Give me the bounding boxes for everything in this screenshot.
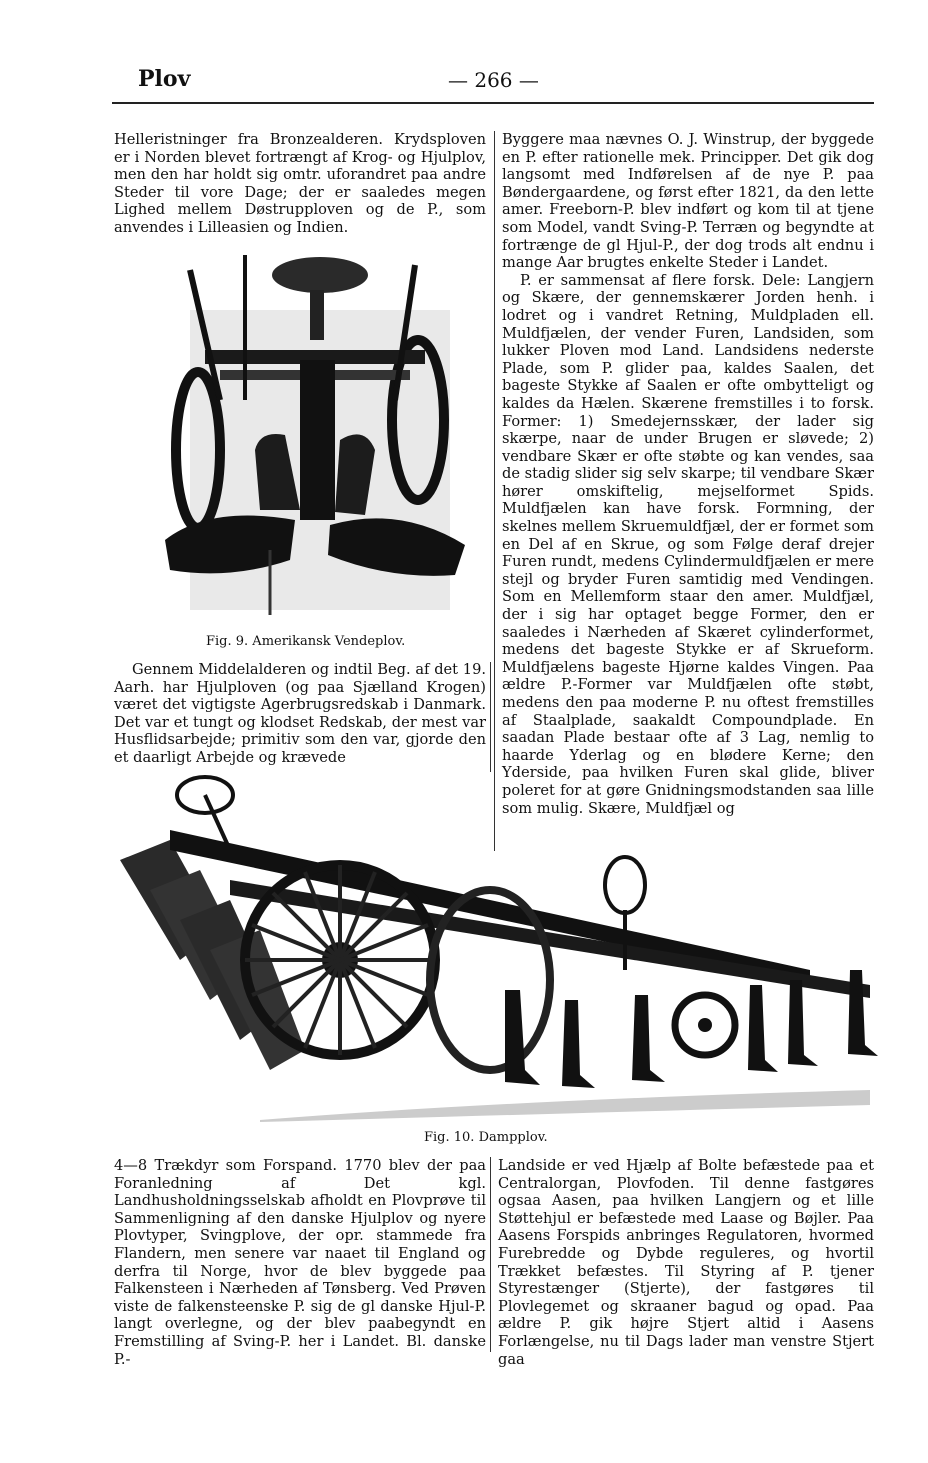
column-divider-left-mid xyxy=(490,662,491,772)
paragraph: Helleristninger fra Bronzealderen. Krydsploven er i Norden blevet fortrængt af Krog- og Hjulplov, men den har holdt sig omtr. uforandret paa andre Steder til vore Dage; der er saaledes megen Lighed mellem Døstrupploven og de P., som anvendes i Lilleasien og Indien. xyxy=(114,131,486,236)
left-column-middle xyxy=(114,661,486,767)
column-divider-top xyxy=(494,131,495,851)
left-column-top xyxy=(114,131,486,237)
paragraph: Byggere maa nævnes O. J. Winstrup, der byggede en P. efter rationelle mek. Principper. Det gik dog langsomt med Indførelsen af de nye P. paa Bøndergaardene, og først efter 1821, da den lette amer. Freeborn-P. blev indført og kom til at tjene som Model, vandt Sving-P. Terræn og begyndte at fortrænge de gl Hjul-P., der dog trods alt endnu i mange Aar brugtes enkelte Steder i Landet. xyxy=(502,131,874,272)
page-number: — 266 — xyxy=(448,68,539,92)
left-column-bottom xyxy=(114,1157,486,1368)
figure-9-image xyxy=(150,250,480,625)
headword: Plov xyxy=(138,66,191,92)
paragraph: Landside er ved Hjælp af Bolte befæstede paa et Centralorgan, Plovfoden. Til denne fastgøres ogsaa Aasen, paa hvilken Langjern og et lille Støttehjul er befæstede med Laase og Bøjler. Paa Aasens Forspids anbringes Regulatoren, hvormed Furebredde og Dybde reguleres, og hvortil Trækket befæstes. Til Styring af P. tjener Styrestænger (Stjerte), der fastgøres til Plovlegemet og skraaner bagud og opad. Paa ældre P. gik højre Stjert altid i Aasens Forlængelse, nu til Dags lader man venstre Stjert gaa xyxy=(498,1157,874,1368)
right-column-bottom xyxy=(498,1157,874,1368)
figure-10-caption: Fig. 10. Dampplov. xyxy=(424,1130,548,1145)
paragraph: P. er sammensat af flere forsk. Dele: Langjern og Skære, der gennemskærer Jorden henh. i lodret og i vandret Retning, Muldpladen ell. Muldfjælen, der vender Furen, Landsiden, som lukker Ploven mod Land. Landsidens nederste Plade, som P. glider paa, kaldes Saalen, det bageste Stykke af Saalen er ofte ombytteligt og kaldes da Hælen. Skærene fremstilles i to forsk. Former: 1) Smedejernsskær, der lader sig skærpe, naar de under Brugen er sløvede; 2) vendbare Skær er ofte støbte og kan vendes, saa de stadig slider sig selv skarpe; til vendbare Skær hører omskiftelig, mejselformet Spids. Muldfjælen kan have forsk. Formning, der skelnes mellem Skruemuldfjæl, der er formet som en Del af en Skrue, og som Følge deraf drejer Furen rundt, medens Cylindermuldfjælen er mere stejl og bryder Furen samtidig med Vendingen. Som en Mellemform staar den amer. Muldfjæl, der i sig har optaget begge Former, den er saaledes i Nærheden af Skæret cylinderformet, medens det bageste Stykke er af Skrueform. Muldfjælens bageste Hjørne kaldes Vingen. Paa ældre P.-Former var Muldfjælen ofte støbt, medens den paa moderne P. nu oftest fremstilles af Staalplade, saakaldt Compoundplade. En saadan Plade bestaar ofte af 3 Lag, nemlig to haarde Yderlag og en blødere Kerne; den Yderside, paa hvilken Furen skal glide, bliver poleret for at gøre Gnidningsmodstanden saa lille som mulig. Skære, Muldfjæl og xyxy=(502,271,874,817)
paragraph: Gennem Middelalderen og indtil Beg. af det 19. Aarh. har Hjulploven (og paa Sjælland Krogen) været det vigtigste Agerbrugsredskab i Danmark. Det var et tungt og klodset Redskab, der mest var Husflidsarbejde; primitiv som den var, gjorde den et daarligt Arbejde og krævede xyxy=(114,661,486,766)
header-rule xyxy=(112,102,874,104)
column-divider-bottom xyxy=(490,1157,491,1352)
paragraph: 4—8 Trækdyr som Forspand. 1770 blev der paa Foranledning af Det kgl. Landhusholdningsselskab afholdt en Plovprøve til Sammenligning af den danske Hjulplov og nyere Plovtyper, Svingplove, der opr. stammede fra Flandern, men senere var naaet til England og derfra til Norge, hvor de blev byggede paa Falkensteen i Nærheden af Tønsberg. Ved Prøven viste de falkensteenske P. sig de gl danske Hjul-P. langt overlegne, og der blev paabegyndt en Fremstilling af Sving-P. her i Landet. Bl. danske P.- xyxy=(114,1157,486,1368)
figure-9-caption: Fig. 9. Amerikansk Vendeplov. xyxy=(206,634,406,649)
figure-10-image xyxy=(110,770,890,1122)
right-column-top xyxy=(502,131,874,817)
